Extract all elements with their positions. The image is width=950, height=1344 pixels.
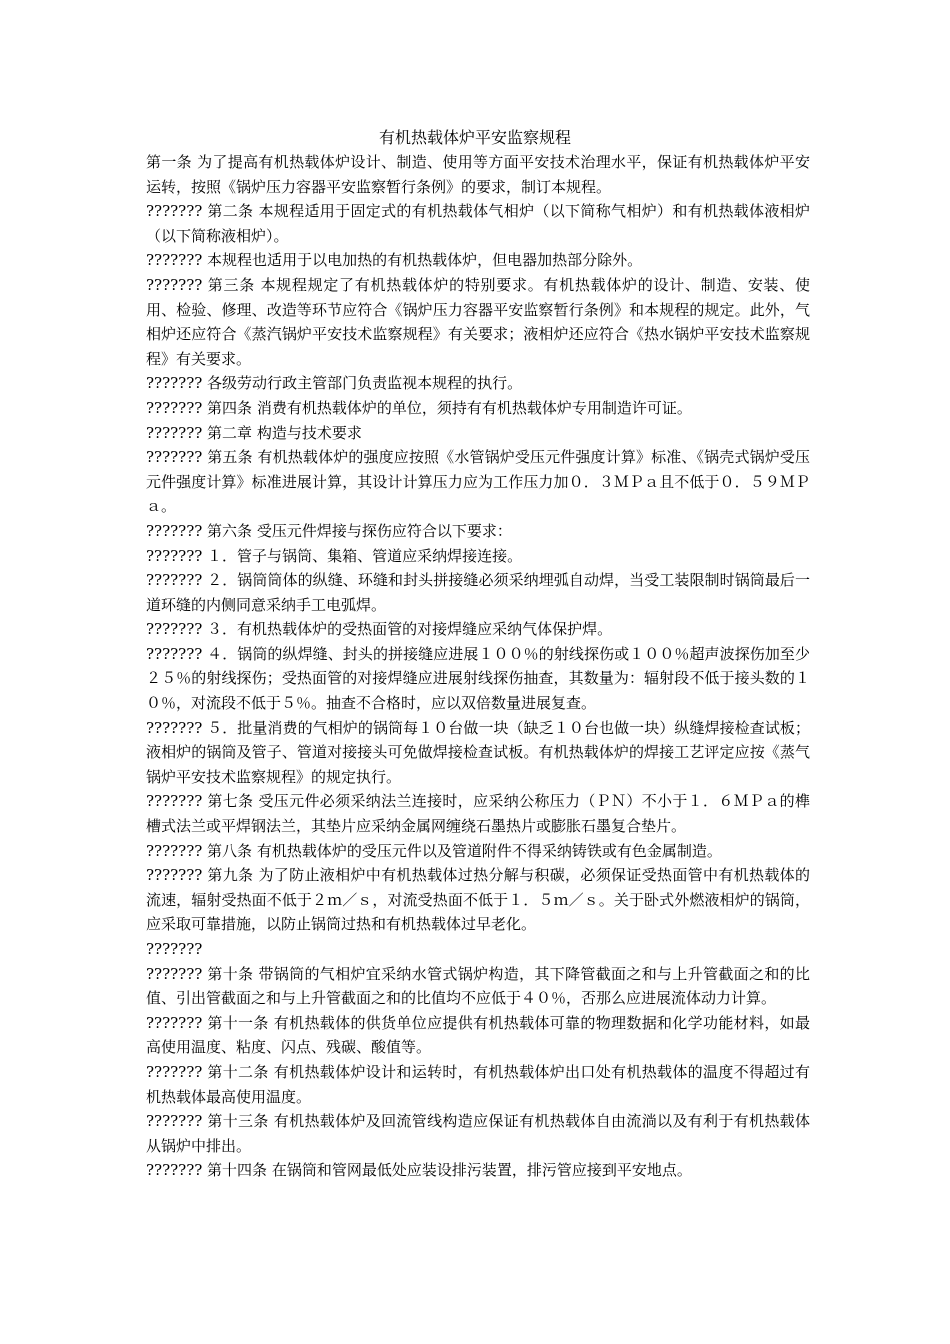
document-title: 有机热载体炉平安监察规程	[378, 128, 571, 147]
paragraph: ??????? 第十条 带锅筒的气相炉宜采纳水管式锅炉构造，其下降管截面之和与上升管截面之和的比值、引出管截面之和与上升管截面之和的比值均不应低于４０％，否那么应进展流体动力计算。	[146, 964, 810, 1008]
paragraph: ??????? １．管子与锅筒、集箱、管道应采纳焊接连接。	[146, 546, 523, 565]
paragraph: ??????? ５．批量消费的气相炉的锅筒每１０台做一块（缺乏１０台也做一块）纵缝焊接检查试板；液相炉的锅筒及管子、管道对接接头可免做焊接检查试板。有机热载体炉的焊接工艺评定应按《蒸气锅炉平安技术监察规程》的规定执行。	[146, 718, 810, 786]
paragraph: ??????? 第九条 为了防止液相炉中有机热载体过热分解与积碳，必须保证受热面管中有机热载体的流速，辐射受热面不低于２ｍ／ｓ，对流受热面不低于１．５ｍ／ｓ。关于卧式外燃液相炉的锅筒，应采取可靠措施，以防止锅筒过热和有机热载体过早老化。	[146, 866, 810, 934]
paragraph: ??????? 各级劳动行政主管部门负责监视本规程的执行。	[146, 374, 523, 393]
paragraph: ??????? 第五条 有机热载体炉的强度应按照《水管锅炉受压元件强度计算》标准、《锅壳式锅炉受压元件强度计算》标准进展计算，其设计计算压力应为工作压力加０．３ＭＰａ且不低于０．５９ＭＰａ。	[146, 448, 810, 516]
paragraph: ??????? 第十二条 有机热载体炉设计和运转时，有机热载体炉出口处有机热载体的温度不得超过有机热载体最高使用温度。	[146, 1062, 810, 1106]
paragraph: ??????? 第七条 受压元件必须采纳法兰连接时，应采纳公称压力（ＰＮ）不小于１．６ＭＰａ的榫槽式法兰或平焊钢法兰，其垫片应采纳金属网缠绕石墨热片或膨胀石墨复合垫片。	[146, 792, 810, 836]
paragraph: ??????? 第六条 受压元件焊接与探伤应符合以下要求：	[146, 521, 512, 540]
paragraph: ??????? 第十四条 在锅筒和管网最低处应装设排污装置，排污管应接到平安地点。	[146, 1161, 692, 1180]
paragraph: ???????	[146, 940, 203, 958]
paragraph: ??????? 本规程也适用于以电加热的有机热载体炉，但电器加热部分除外。	[146, 251, 643, 270]
paragraph: ??????? 第十一条 有机热载体的供货单位应提供有机热载体可靠的物理数据和化学功能材料，如最高使用温度、粘度、闪点、残碳、酸值等。	[146, 1013, 810, 1057]
paragraph: ??????? ３．有机热载体炉的受热面管的对接焊缝应采纳气体保护焊。	[146, 620, 613, 639]
paragraph: ??????? ４．锅筒的纵焊缝、封头的拼接缝应进展１００％的射线探伤或１００％超声波探伤加至少２５％的射线探伤；受热面管的对接焊缝应进展射线探伤抽查，其数量为：辐射段不低于接头数的１０％，对流段不低于５％。抽查不合格时，应以双倍数量进展复查。	[146, 644, 810, 713]
chapter-heading: ??????? 第二章 构造与技术要求	[146, 423, 362, 442]
paragraph: ??????? 第十三条 有机热载体炉及回流管线构造应保证有机热载体自由流淌以及有利于有机热载体从锅炉中排出。	[146, 1112, 810, 1155]
paragraph: 第一条 为了提高有机热载体炉设计、制造、使用等方面平安技术治理水平，保证有机热载体炉平安运转，按照《锅炉压力容器平安监察暂行条例》的要求，制订本规程。	[146, 153, 810, 196]
paragraph: ??????? 第二条 本规程适用于固定式的有机热载体气相炉（以下简称气相炉）和有机热载体液相炉（以下简称液相炉）。	[146, 202, 810, 245]
paragraph: ??????? 第八条 有机热载体炉的受压元件以及管道附件不得采纳铸铁或有色金属制造。	[146, 841, 722, 860]
paragraph: ??????? ２．锅筒筒体的纵缝、环缝和封头拼接缝必须采纳埋弧自动焊，当受工装限制时锅筒最后一道环缝的内侧同意采纳手工电弧焊。	[146, 571, 810, 614]
document-body	[146, 150, 810, 1183]
paragraph: ??????? 第四条 消费有机热载体炉的单位，须持有有机热载体炉专用制造许可证。	[146, 398, 692, 417]
paragraph: ??????? 第三条 本规程规定了有机热载体炉的特别要求。有机热载体炉的设计、制造、安装、使用、检验、修理、改造等环节应符合《锅炉压力容器平安监察暂行条例》和本规程的规定。此外，气相炉还应符合《蒸汽锅炉平安技术监察规程》有关要求；液相炉还应符合《热水锅炉平安技术监察规程》有关要求。	[146, 275, 810, 368]
